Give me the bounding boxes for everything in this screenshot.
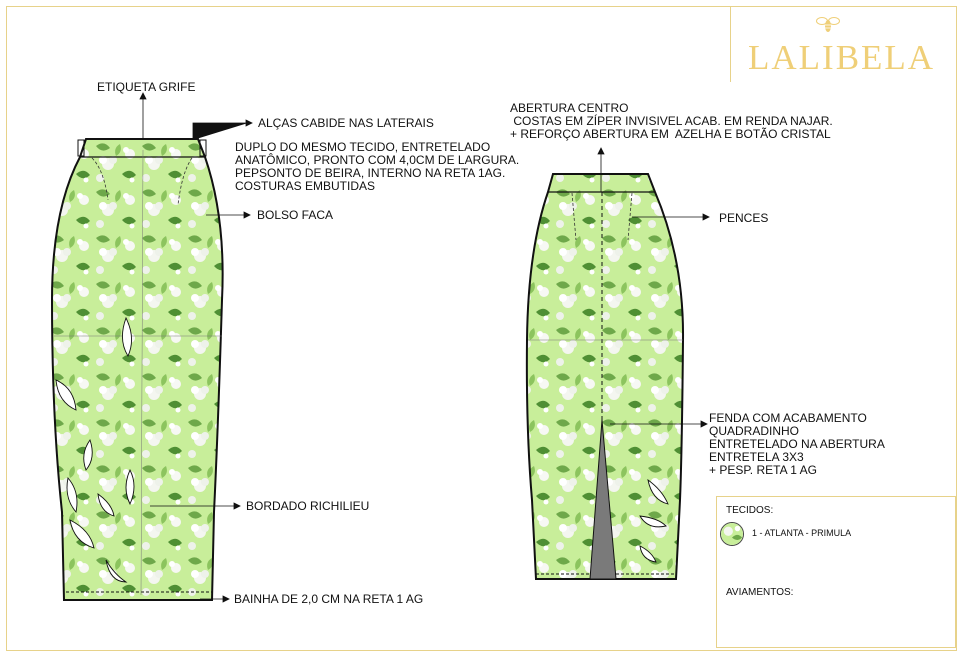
embroidery-note: BORDADO RICHILIEU — [246, 499, 370, 513]
front-skirt — [52, 139, 223, 600]
hem-note: BAINHA DE 2,0 CM NA RETA 1 AG — [234, 592, 424, 606]
fabric-item-name: 1 - ATLANTA - PRIMULA — [752, 528, 852, 538]
fabrics-box — [716, 496, 956, 648]
waistband-note: DUPLO DO MESMO TECIDO, ENTRETELADO ANATÔMICO, PRONTO COM 4,0CM DE LARGURA. PEPSONTO DE BEIRA, INTERNO NA RETA 1AG. COSTURAS EMBUTIDAS — [235, 140, 520, 193]
fabric-swatch — [720, 522, 744, 546]
darts-note: PENCES — [719, 211, 769, 225]
fabrics-title: TECIDOS: — [726, 505, 774, 516]
slit-note: FENDA COM ACABAMENTO QUADRADINHO ENTRETELADO NA ABERTURA ENTRETELA 3X3 + PESP. RETA 1 AG — [709, 411, 885, 477]
back-skirt — [527, 174, 683, 579]
belt-loops-note: ALÇAS CABIDE NAS LATERAIS — [258, 116, 434, 130]
pocket-note: BOLSO FACA — [257, 208, 334, 222]
zipper-note: ABERTURA CENTRO COSTAS EM ZÍPER INVISIVEL ACAB. EM RENDA NAJAR. + REFORÇO ABERTURA EM AZELHA E BOTÃO CRISTAL — [510, 101, 833, 141]
label-tag-note: ETIQUETA GRIFE — [97, 80, 196, 94]
brand-name: LALIBELA — [748, 38, 936, 77]
trims-title: AVIAMENTOS: — [726, 587, 794, 598]
